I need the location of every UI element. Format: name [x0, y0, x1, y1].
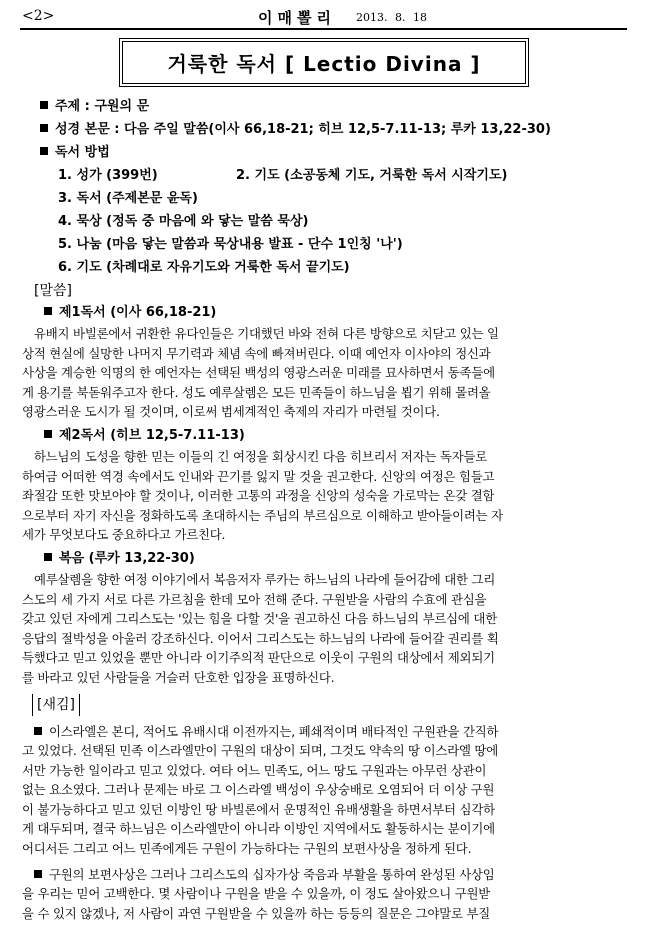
- method-step-6: 6. 기도 (차례대로 자유기도와 거룩한 독서 끝기도): [58, 260, 350, 275]
- text-line: 유배지 바빌론에서 귀환한 유다인들은 기대했던 바와 전혀 다른 방향으로 치닫고 있는 일: [34, 326, 499, 341]
- page-number: <2>: [22, 8, 55, 24]
- text-line: 를 바라고 있던 사람들을 거슬러 단호한 입장을 표명하신다.: [22, 669, 335, 685]
- text-line: 세가 무엇보다도 중요하다고 가르친다.: [22, 527, 226, 543]
- text-line: 게 대두되며, 결국 하느님은 이스라엘만이 아니라 이방인 지역에서도 활동하시는 분이기에: [22, 821, 495, 837]
- square-bullet-icon: [40, 147, 48, 155]
- text-line: 스도의 세 가지 서로 다른 가르침을 한데 모아 전해 준다. 구원받을 사람의 수효에 관심을: [22, 591, 487, 607]
- meditation-1-text: [22, 722, 627, 859]
- square-bullet-icon: [44, 430, 52, 438]
- method-step-4: 4. 묵상 (정독 중 마음에 와 닿는 말씀 묵상): [58, 214, 309, 229]
- gospel-heading: [22, 548, 627, 570]
- square-bullet-icon: [40, 101, 48, 109]
- text-line: 하느님의 도성을 향한 믿는 이들의 긴 여정을 회상시킨 다음 히브리서 저자는 독자들로: [34, 448, 488, 464]
- square-bullet-icon: [44, 307, 52, 315]
- text-line: 갖고 있던 자에게 그리스도는 '있는 힘을 다할 것'을 권고하신 다음 하느님의 부르심에 대한: [22, 611, 497, 627]
- meditation-section-heading: [새김]: [32, 694, 80, 716]
- text-line: [22, 722, 627, 742]
- reading-1-text: [22, 324, 627, 422]
- text-line: 하여금 어떠한 역경 속에서도 인내와 끈기를 잃지 말 것을 권고한다. 신앙의 여정은 힘들고: [22, 468, 495, 484]
- page-header: [0, 0, 647, 30]
- text-line: 좌절감 또한 맛보아야 할 것이나, 이러한 고통의 과정을 신앙의 성숙을 가로막는 온갖 결함: [22, 488, 495, 504]
- document-body: [22, 95, 627, 923]
- theme-line: [22, 95, 627, 118]
- method-steps-row1: [22, 164, 627, 187]
- text-line: 어디서든 그리고 어느 민족에게든 구원이 가능하다는 구원의 보편사상을 정하게 된다.: [22, 841, 472, 857]
- issue-date: 2013. 8. 18: [356, 11, 427, 24]
- square-bullet-icon: [34, 727, 42, 735]
- text-line: 이 불가능하다고 믿고 있던 이방인 땅 바빌론에서 운명적인 유배생활을 하면서부터 심각하: [22, 801, 495, 817]
- square-bullet-icon: [40, 124, 48, 132]
- text-line: 사상을 계승한 익명의 한 예언자는 선택된 백성의 영광스러운 미래를 묘사하면서 동족들에: [22, 365, 495, 381]
- text-span: 이스라엘은 본디, 적어도 유배시대 이전까지는, 폐쇄적이며 배타적인 구원관을 간직하: [49, 723, 499, 739]
- method-step-1: 1. 성가 (399번): [58, 168, 158, 183]
- text-line: 서만 가능한 일이라고 믿고 있었다. 여타 어느 민족도, 어느 땅도 구원과는 아무런 상관이: [22, 762, 487, 778]
- text-line: 상적 현실에 실망한 나머지 무기력과 체념 속에 빠져버린다. 이때 예언자 이사야의 정신과: [22, 345, 491, 361]
- square-bullet-icon: [34, 870, 42, 878]
- gospel-title: 복음 (루카 13,22-30): [59, 550, 195, 566]
- text-line: 을 수 있지 않겠나, 저 사람이 과연 구원받을 수 있을까 하는 등등의 질문은 그야말로 부질: [22, 905, 491, 921]
- text-line: 을 우리는 믿어 고백한다. 몇 사람이나 구원을 받을 수 있을까, 이 정도 살아왔으니 구원받: [22, 886, 491, 902]
- method-line: [22, 141, 627, 164]
- text-line: 응답의 절박성을 아울러 강조하신다. 이어서 그리스도는 하느님의 나라에 들어갈 권리를 획: [22, 630, 499, 646]
- text-line: 게 용기를 북돋워주고자 한다. 성도 예루살렘은 모든 민족들이 하느님을 뵙기 위해 몰려올: [22, 384, 491, 400]
- scripture-text: 성경 본문 : 다음 주일 말씀(이사 66,18-21; 히브 12,5-7.11-13; 루카 13,22-30): [55, 122, 551, 137]
- word-section-heading: [말씀]: [34, 283, 72, 299]
- reading-2-title: 제2독서 (히브 12,5-7.11-13): [59, 427, 245, 443]
- text-line: 예루살렘을 향한 여정 이야기에서 복음저자 루카는 하느님의 나라에 들어감에 대한 그리: [34, 571, 496, 587]
- meditation-2-text: [22, 865, 627, 924]
- method-label: 독서 방법: [55, 145, 110, 160]
- text-line: 득했다고 믿고 있었을 뿐만 아니라 이기주의적 판단으로 이웃이 구원의 대상에서 제외되기: [22, 650, 495, 666]
- method-step-3: 3. 독서 (주제본문 윤독): [58, 191, 198, 206]
- document-title: 거룩한 독서 [ Lectio Divina ]: [122, 41, 526, 84]
- reading-2-text: [22, 447, 627, 545]
- reading-1-title: 제1독서 (이사 66,18-21): [59, 305, 217, 320]
- text-line: 없는 요소였다. 그러나 문제는 바로 그 이스라엘 백성이 우상숭배로 오염되어 더 이상 구원: [22, 782, 495, 798]
- reading-1-heading: [22, 302, 627, 324]
- method-step-2: 2. 기도 (소공동체 기도, 거룩한 독서 시작기도): [236, 168, 508, 183]
- text-line: 영광스러운 도시가 될 것이며, 이로써 범세계적인 축제의 자리가 마련될 것이다.: [22, 404, 440, 420]
- scripture-line: [22, 118, 627, 141]
- method-step-5: 5. 나눔 (마음 닿는 말씀과 묵상내용 발표 - 단수 1인칭 '나'): [58, 237, 403, 252]
- square-bullet-icon: [44, 553, 52, 561]
- gospel-text: [22, 570, 627, 688]
- publication-name: 이매뽈리: [258, 9, 336, 27]
- text-span: 구원의 보편사상은 그러나 그리스도의 십자가상 죽음과 부활을 통하여 완성된 사상임: [49, 866, 495, 882]
- text-line: 고 있었다. 선택된 민족 이스라엘만이 구원의 대상이 되며, 그것도 약속의 땅 이스라엘 땅에: [22, 743, 499, 759]
- reading-2-heading: [22, 425, 627, 447]
- text-line: [22, 865, 627, 885]
- text-line: 으로부터 자기 자신을 정화하도록 초대하시는 주님의 부르심으로 이해하고 받아들이려는 자: [22, 507, 503, 523]
- theme-text: 주제 : 구원의 문: [55, 99, 150, 114]
- header-rule: [20, 28, 627, 30]
